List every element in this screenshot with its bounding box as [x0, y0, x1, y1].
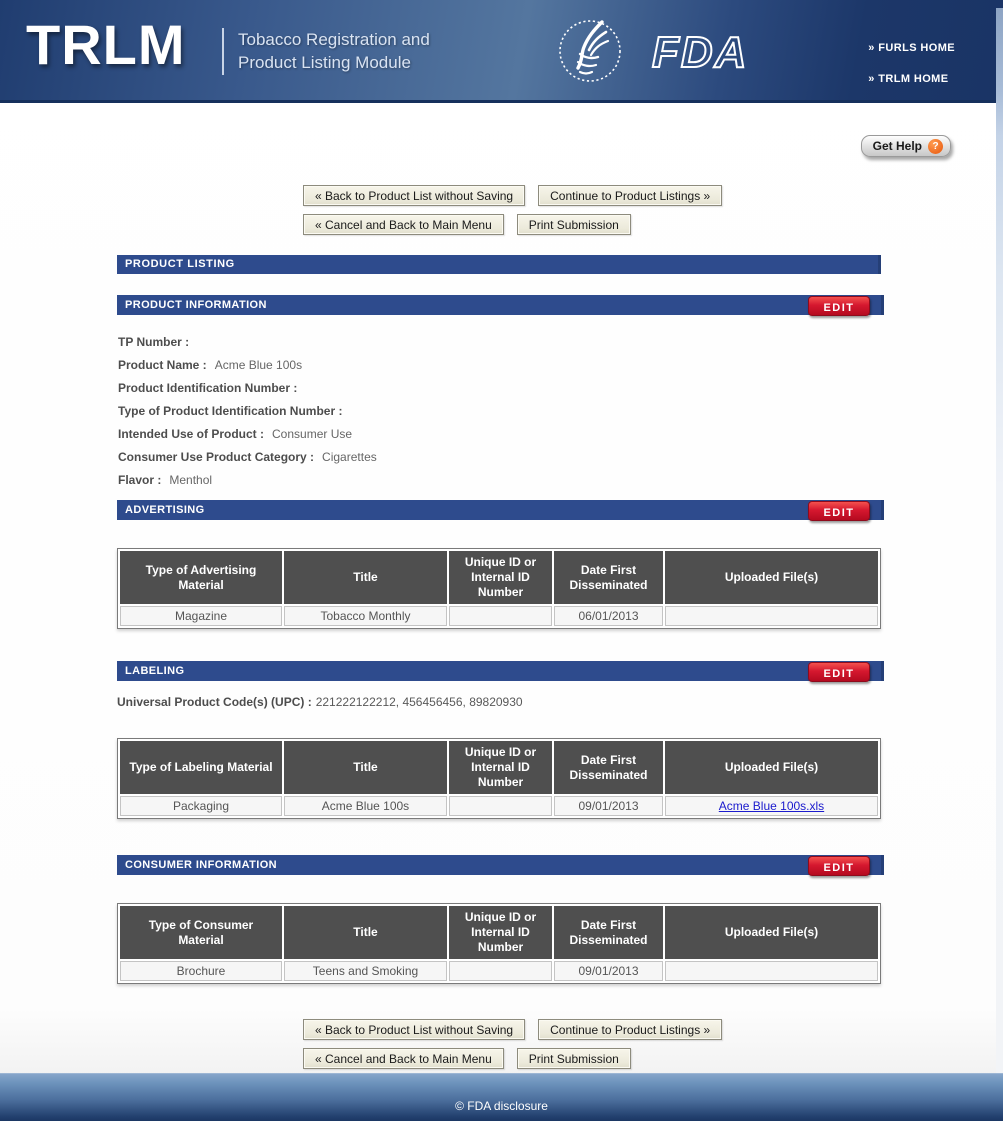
get-help-button[interactable]: [861, 135, 951, 157]
tagline-line2: Product Listing Module: [238, 53, 411, 72]
table-header-cell: Uploaded File(s): [665, 906, 878, 959]
field-row: [118, 423, 1003, 446]
field-label: Type of Product Identification Number :: [118, 404, 343, 418]
table-header-cell: Date First Disseminated: [554, 906, 663, 959]
continue-to-product-listings-button[interactable]: Continue to Product Listings »: [538, 185, 722, 206]
furls-home-link[interactable]: » FURLS HOME: [868, 42, 955, 54]
table-cell: Tobacco Monthly: [284, 606, 447, 626]
labeling-title: LABELING: [125, 665, 185, 677]
product-information-fields: [118, 331, 1003, 492]
field-value: Consumer Use: [272, 427, 353, 441]
labeling-table: [117, 738, 881, 819]
edit-consumer-information-button[interactable]: EDIT: [808, 856, 870, 876]
cancel-and-back-button-bottom[interactable]: « Cancel and Back to Main Menu: [303, 1048, 504, 1069]
trlm-home-link[interactable]: » TRLM HOME: [868, 73, 949, 85]
field-row: [118, 331, 1003, 354]
table-cell: [665, 796, 878, 816]
edit-product-information-button[interactable]: EDIT: [808, 296, 870, 316]
table-header-cell: Date First Disseminated: [554, 741, 663, 794]
table-cell: Acme Blue 100s: [284, 796, 447, 816]
bottom-nav-row-2: [303, 1048, 1003, 1069]
table-header-row: [120, 741, 878, 794]
consumer-information-title: CONSUMER INFORMATION: [125, 859, 278, 871]
table-header-cell: Type of Labeling Material: [120, 741, 282, 794]
page-scrollbar[interactable]: [996, 8, 1003, 1074]
field-row: [118, 377, 1003, 400]
print-submission-button-bottom[interactable]: Print Submission: [517, 1048, 631, 1069]
advertising-table: [117, 548, 881, 629]
cancel-and-back-button[interactable]: « Cancel and Back to Main Menu: [303, 214, 504, 235]
help-question-icon: ?: [928, 139, 943, 154]
back-to-product-list-button[interactable]: « Back to Product List without Saving: [303, 185, 525, 206]
table-header-cell: Unique ID or Internal ID Number: [449, 551, 552, 604]
product-information-title: PRODUCT INFORMATION: [125, 299, 267, 311]
table-header-row: [120, 906, 878, 959]
upc-label: Universal Product Code(s) (UPC) :: [117, 695, 312, 709]
field-label: TP Number :: [118, 335, 190, 349]
field-row: [118, 400, 1003, 423]
table-header-cell: Uploaded File(s): [665, 551, 878, 604]
table-cell: [665, 606, 878, 626]
field-label: Product Name :: [118, 358, 207, 372]
field-label: Consumer Use Product Category :: [118, 450, 315, 464]
field-row: [118, 446, 1003, 469]
app-header: [0, 0, 1003, 103]
get-help-label: Get Help: [872, 139, 922, 153]
product-information-section-bar: [117, 295, 884, 315]
table-header-cell: Unique ID or Internal ID Number: [449, 906, 552, 959]
uploaded-file-link[interactable]: Acme Blue 100s.xls: [718, 799, 825, 813]
table-header-cell: Title: [284, 741, 447, 794]
table-header-cell: Date First Disseminated: [554, 551, 663, 604]
table-cell: 06/01/2013: [554, 606, 663, 626]
top-nav-row-1: [303, 185, 1003, 206]
back-to-product-list-button-bottom[interactable]: « Back to Product List without Saving: [303, 1019, 525, 1040]
continue-to-product-listings-button-bottom[interactable]: Continue to Product Listings »: [538, 1019, 722, 1040]
table-cell: Brochure: [120, 961, 282, 981]
table-header-cell: Type of Advertising Material: [120, 551, 282, 604]
hhs-seal-icon: [550, 10, 630, 95]
table-header-cell: Unique ID or Internal ID Number: [449, 741, 552, 794]
field-row: [118, 469, 1003, 492]
app-tagline: [238, 28, 430, 74]
table-header-cell: Uploaded File(s): [665, 741, 878, 794]
print-submission-button[interactable]: Print Submission: [517, 214, 631, 235]
table-cell: 09/01/2013: [554, 796, 663, 816]
bottom-nav-row-1: [303, 1019, 1003, 1040]
consumer-information-section-bar: [117, 855, 884, 875]
page-footer: [0, 1073, 1003, 1121]
table-cell: Teens and Smoking: [284, 961, 447, 981]
advertising-section-bar: [117, 500, 884, 520]
field-label: Flavor :: [118, 473, 162, 487]
fda-logo-icon: [650, 28, 760, 81]
table-cell: [665, 961, 878, 981]
table-cell: [449, 796, 552, 816]
table-header-row: [120, 551, 878, 604]
edit-advertising-button[interactable]: EDIT: [808, 501, 870, 521]
fda-disclosure-link[interactable]: © FDA disclosure: [455, 1099, 548, 1113]
field-label: Product Identification Number :: [118, 381, 298, 395]
advertising-title: ADVERTISING: [125, 504, 205, 516]
table-header-cell: Title: [284, 906, 447, 959]
svg-text:FDA: FDA: [652, 28, 749, 76]
tagline-line1: Tobacco Registration and: [238, 30, 430, 49]
top-nav-row-2: [303, 214, 1003, 235]
table-header-cell: Type of Consumer Material: [120, 906, 282, 959]
field-value: Acme Blue 100s: [214, 358, 303, 372]
bottom-nav-buttons: [303, 1019, 1003, 1069]
field-label: Intended Use of Product :: [118, 427, 265, 441]
upc-line: [117, 695, 1003, 710]
consumer-information-table: [117, 903, 881, 984]
table-row: [120, 961, 878, 981]
header-divider: [222, 28, 224, 75]
table-cell: 09/01/2013: [554, 961, 663, 981]
field-value: Cigarettes: [322, 450, 377, 464]
table-cell: Packaging: [120, 796, 282, 816]
table-row: [120, 796, 878, 816]
table-row: [120, 606, 878, 626]
top-nav-buttons: [303, 185, 1003, 235]
trlm-logo: TRLM: [26, 13, 186, 76]
table-cell: Magazine: [120, 606, 282, 626]
table-cell: [449, 961, 552, 981]
labeling-section-bar: [117, 661, 884, 681]
field-row: [118, 354, 1003, 377]
product-listing-title-bar: PRODUCT LISTING: [117, 255, 881, 274]
header-links: [868, 42, 955, 104]
table-cell: [449, 606, 552, 626]
field-value: Menthol: [169, 473, 213, 487]
table-header-cell: Title: [284, 551, 447, 604]
upc-value: 221222122212, 456456456, 89820930: [315, 695, 523, 709]
edit-labeling-button[interactable]: EDIT: [808, 662, 870, 682]
